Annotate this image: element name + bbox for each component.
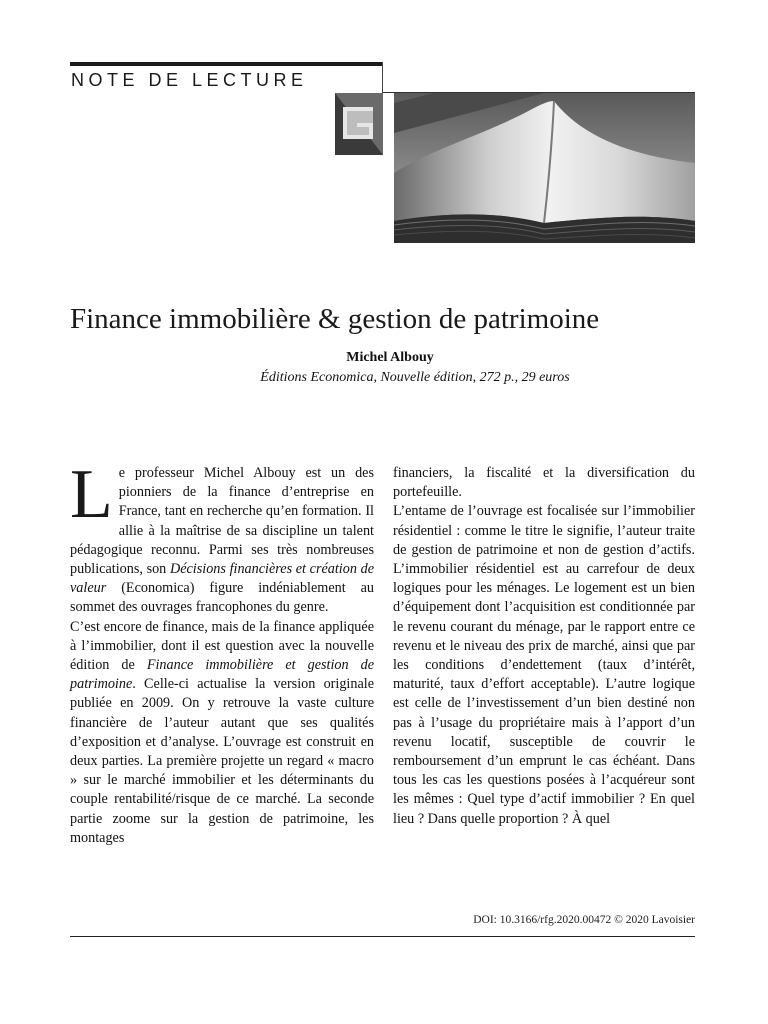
paragraph <box>70 618 374 848</box>
paragraph-text: C’est encore de finance, mais de la finance appliquée à l’immobilier, dont il est question avec la nouvelle édition de <box>70 618 374 674</box>
open-book-photo <box>394 93 695 243</box>
footer-rule <box>70 936 695 937</box>
paragraph-text: e professeur Michel Albouy est un des pionniers de la finance d’entreprise en France, tant en recherche qu’en formation. Il allie à la maîtrise de sa discipline un talent pédagogique reconnu. Parmi ses très nombreuses publications, son <box>70 465 374 578</box>
book-author: Michel Albouy <box>346 350 434 365</box>
paragraph-text: . Celle-ci actualise la version originale publiée en 2009. On y retrouve la vaste culture financière de l’auteur autant que ses qualités d’exposition et d’analyse. L’ouvrage est construit en deux parties. La première projette un regard « macro » sur le marché immobilier et les déterminants du couple rentabilité/risque de ce marché. La seconde partie zoome sur la gestion de patrimoine, les montages <box>70 676 374 846</box>
book-reference: Décisions financières et création de valeur <box>70 561 374 597</box>
paragraph: L’entame de l’ouvrage est focalisée sur l’immobilier résidentiel : comme le titre le signifie, l’auteur traite de gestion de patrimoine et non de gestion d’actifs. L’immobilier résidentiel est au carrefour de deux logiques pour les ménages. Le logement est un bien d’équipement dont l’acquisition est conditionnée par le revenu courant du ménage, par le rapport entre ce revenu et le niveau des prix de marché, ainsi que par les conditions d’endettement (taux d’intérêt, maturité, taux d’effort acceptable). L’autre logique est celle de l’investissement d’un bien destiné non pas à l’usage du propriétaire mais à l’apport d’un revenu locatif, susceptible de couvrir le remboursement d’un emprunt le cas échéant. Dans tous les cas les questions posées à l’acquéreur sont les mêmes : Quel type d’actif immobilier ? En quel lieu ? Dans quelle proportion ? À quel <box>393 503 695 827</box>
header-top-rule <box>70 62 382 66</box>
doi-citation: DOI: 10.3166/rfg.2020.00472 © 2020 Lavoisier <box>473 914 695 926</box>
body-column-right <box>393 464 695 829</box>
book-edition: Éditions Economica, Nouvelle édition, 272 p., 29 euros <box>260 370 570 385</box>
book-reference: Finance immobilière et gestion de patrimoine <box>70 657 375 693</box>
drop-cap: L <box>70 456 113 533</box>
paragraph: financiers, la fiscalité et la diversification du portefeuille. <box>393 465 695 501</box>
journal-logo-icon <box>335 93 383 155</box>
paragraph <box>70 456 374 618</box>
article-title: Finance immobilière & gestion de patrimoine <box>70 303 600 335</box>
body-column-left <box>70 456 375 848</box>
paragraph-text: (Economica) figure indéniablement au sommet des ouvrages francophones du genre. <box>70 580 374 616</box>
section-label: NOTE DE LECTURE <box>71 70 308 90</box>
header-divider-vertical <box>382 62 383 93</box>
